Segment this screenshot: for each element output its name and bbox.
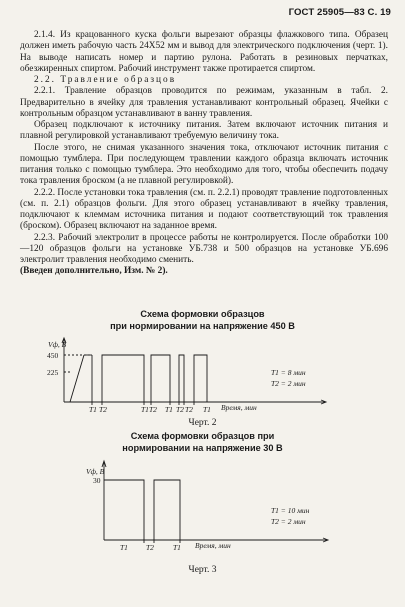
figure1-pulse-1	[102, 355, 144, 402]
figure1-x-tick-4: T1	[165, 405, 173, 414]
figure1-title	[0, 309, 405, 332]
figure2-y-label: Vф, В	[86, 467, 105, 476]
page-header: ГОСТ 25905—83 С. 19	[288, 7, 391, 18]
figure2-title-line2: нормировании на напряжение 30 В	[122, 442, 283, 453]
figure2-x-label: Время, мин	[195, 541, 231, 550]
figure1-legend-2: T2 = 2 мин	[271, 379, 306, 388]
figure1-pulse-4	[194, 355, 207, 402]
section-heading: 2.2. Травление образцов	[34, 75, 177, 85]
paragraph-2-2-1: 2.2.1. Травление образцов проводится по режимам, указанным в табл. 2. Предварительно в ячейку для травления устанавливают контрольный образец. Ячейки с контрольным образцом устанавливают в ванну травления.	[20, 86, 388, 119]
figure2-legend-2: T2 = 2 мин	[271, 517, 306, 526]
amendment-note: (Введен дополнительно, Изм. № 2).	[20, 266, 168, 277]
figure1-x-tick-5: T2	[176, 405, 184, 414]
figure1-y-tick-high: 450	[47, 351, 59, 360]
paragraph-after: После этого, не снимая указанного значения тока, отключают источник питания с помощью тумблера. При последующем травлении каждого образца включать источник питания только с помощью тумблера. Это необходимо для того, чтобы обеспечить подачу тока травления броском (а не плавной регулировкой).	[20, 142, 388, 187]
figure1-y-label: Vф, В	[48, 340, 67, 349]
figure2-title-line1: Схема формовки образцов при	[130, 431, 275, 441]
figure2-y-tick: 30	[93, 476, 101, 485]
figure1-pulse-2	[151, 355, 170, 402]
figure1-x-tick-2: T1	[141, 405, 149, 414]
figure1-diagram	[0, 334, 405, 416]
figure2-pulse-1	[104, 480, 144, 540]
figure2-caption: Черт. 3	[188, 565, 217, 575]
paragraph-connect: Образец подключают к источнику питания. Затем включают источник питания и плавной регулировкой устанавливают требуемую величину тока.	[20, 120, 388, 142]
figure2-legend-1: T1 = 10 мин	[271, 506, 310, 515]
figure1-x-label: Время, мин	[221, 403, 257, 412]
paragraph-2-2-2: 2.2.2. После установки тока травления (см. п. 2.2.1) проводят травление подготовленных (см. п. 2.1) образцов фольги. Для этого образец устанавливают в ячейку травления, подключают к клеммам источника питания и подают соответствующий ток травления (броском). Образец включают на заданное время.	[20, 187, 388, 232]
figure2-x-tick-1: T2	[146, 543, 154, 552]
figure2-diagram	[0, 458, 405, 558]
figure2-x-tick-0: T1	[120, 543, 128, 552]
figure1-x-tick-7: T1	[203, 405, 211, 414]
figure1-x-tick-0: T1	[89, 405, 97, 414]
figure1-y-tick-low: 225	[47, 368, 59, 377]
figure2-x-tick-2: T1	[173, 543, 181, 552]
body-text	[20, 30, 388, 278]
figure1-ramp	[70, 355, 84, 402]
figure1-title-line2: при нормировании на напряжение 450 В	[110, 320, 295, 331]
figure2-pulse-2	[154, 480, 180, 540]
figure2-title	[0, 431, 405, 454]
figure1-x-tick-1: T2	[99, 405, 107, 414]
paragraph-2-2-3: 2.2.3. Рабочий электролит в процессе работы не контролируется. После обработки 100—120 образцов фольги на установке УБ.738 и 500 образцов на установке УБ.696 электролит травления необходимо сменить.	[20, 232, 388, 265]
figure1-title-line1: Схема формовки образцов	[140, 309, 265, 319]
figure1-caption: Черт. 2	[188, 418, 217, 428]
figure1-x-tick-6: T2	[185, 405, 193, 414]
figure1-pulse-3	[179, 355, 184, 402]
paragraph-2-1-4: 2.1.4. Из крацованного куска фольги вырезают образцы флажкового типа. Образец должен иметь рабочую часть 24Х52 мм и вывод для электрического подключения (черт. 1). На выводе написать номер и партию рулона. Работать в резиновых перчатках, обезжиренных спиртом. Рабочий инструмент также протирается спиртом.	[20, 30, 388, 74]
figure1-legend-1: T1 = 8 мин	[271, 368, 306, 377]
figure1-x-tick-3: T2	[149, 405, 157, 414]
